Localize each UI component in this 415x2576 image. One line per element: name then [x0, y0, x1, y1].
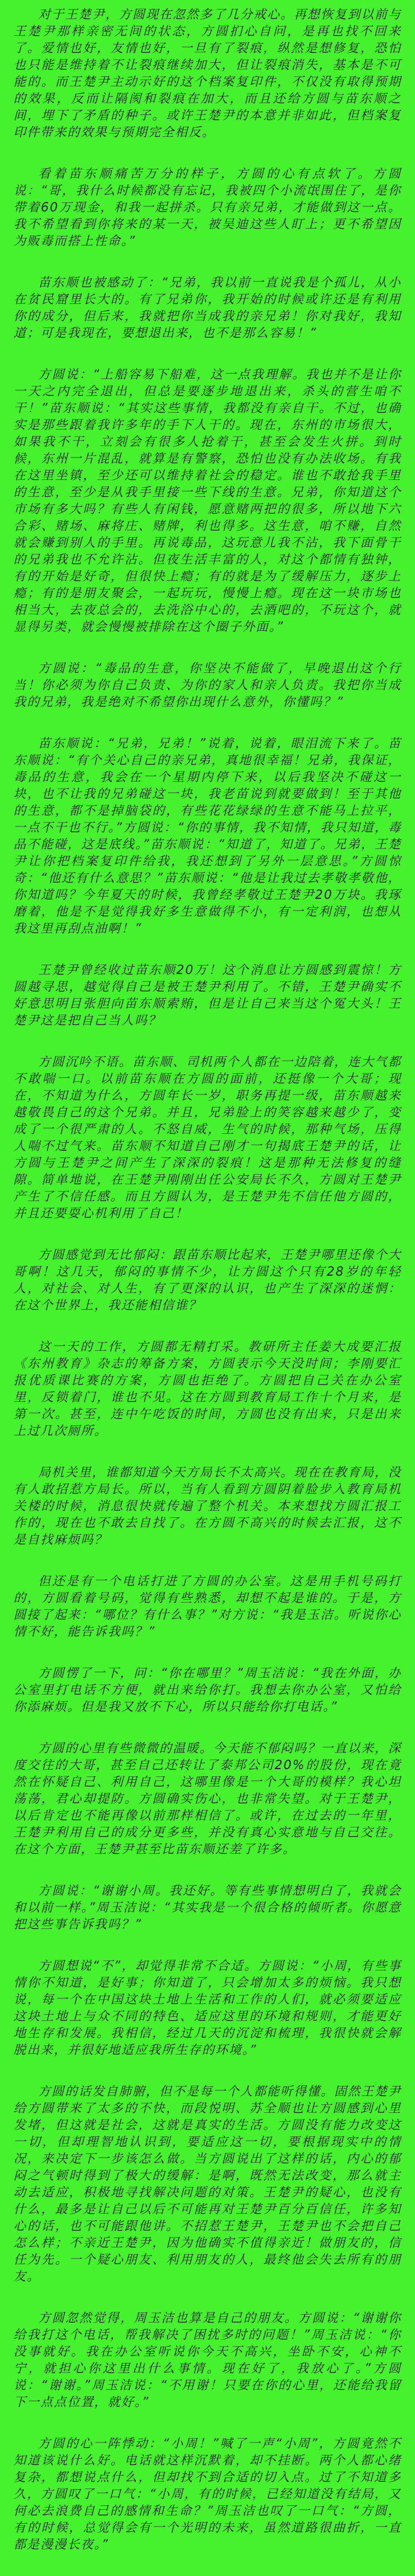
paragraph: 王楚尹曾经收过苗东顺20万！这个消息让方圆感到震惊！方圆越寻思，越觉得自己是被王楚尹利用了。不错，王楚尹确实不好意思明目张胆向苗东顺索贿，但是让自己来当这个冤大头！王楚尹这是把自己当人吗？: [13, 963, 402, 1028]
paragraph: 方圆愣了一下，问：“你在哪里？”周玉洁说：“我在外面，办公室里打电话不方便，就出来给你打。我想去你办公室，又怕给你添麻烦。但是我又放不下心，所以只能给你打电话。”: [13, 1666, 402, 1714]
paragraph: 方圆说：“毒品的生意，你坚决不能做了，早晚退出这个行当！你必须为你自己负责、为你的家人和亲人负责。我把你当成我的兄弟，我是绝对不希望你出现什么意外，你懂吗？”: [13, 662, 402, 709]
paragraph: 苗东顺说：“兄弟，兄弟！”说着，说着，眼泪流下来了。苗东顺说：“有个关心自己的亲兄弟，真地很幸福！兄弟，我保证，毒品的生意，我会在一个星期内停下来，以后我坚决不碰这一块，也不让我的兄弟碰这一块，我老苗说到就要做到！至于其他的生意，都不是掉脑袋的，有些花花绿绿的生意不能马上拉平，一点不干也不行。”方圆说：“你的事情，我不知情，我只知道，毒品不能碰，这是底线。”苗东顺说：“知道了，知道了。兄弟，王楚尹让你把档案复印件给我，我还想到了另外一层意思。”方圆惊奇：“他还有什么意思？”苗东顺说：“他是让我过去孝敬孝敬他，你知道吗？今年夏天的时候，我曾经孝敬过王楚尹20万块。我琢磨着，他是不是觉得我好多生意做得不小，有一定利润，也想从我这里再刮点油啊！”: [13, 737, 402, 936]
paragraph: 方圆说：“上船容易下船难，这一点我理解。我也并不是让你一天之内完全退出，但总是要逐步地退出来，杀头的营生咱不干！”苗东顺说：“其实这些事情，我都没有亲自干。不过，也确实是那些跟着我许多年的手下人干的。现在，东州的市场很大，如果我不干，立刻会有很多人抢着干，甚至会发生火拼。到时候，东州一片混乱，就算是有警察，恐怕也没有办法收场。有我在这里坐镇，至少还可以维持着社会的稳定。谁也不敢抢我手里的生意，至少是从我手里接一些下线的生意。兄弟，你知道这个市场有多大吗？有些人有闲钱，愿意赌两把的很多，所以地下六合彩、赌场、麻将庄、赌牌，利也得多。这生意，咱不赚，自然就会赚到别人的手里。再说毒品，这玩意儿我不沾，我下面骨干的兄弟我也不允许沾。但夜生活丰富的人，对这个都情有独钟，有的开始是好奇，但很快上瘾；有的就是为了缓解压力，逐步上瘾；有的是朋友聚会，一起玩玩，慢慢上瘾。现在这一块市场也相当大，去夜总会的，去洗浴中心的，去酒吧的，不玩这个，就显得另类，就会慢慢被排除在这个圈子外面。”: [13, 368, 402, 634]
paragraph: 方圆的话发自肺腑，但不是每一个人都能听得懂。固然王楚尹给方圆带来了太多的不快，而段悦明、苏全顺也让方圆感到心里发堵，但这就是社会，这就是真实的生活。方圆没有能力改变这一切，但却理智地认识到，要适应这一切，要根据现实中的情况，来决定下一步该怎么做。当方圆说出了这样的话，内心的郁闷之气顿时得到了极大的缓解：是啊，既然无法改变，那么就主动去适应，积极地寻找解决问题的对策。王楚尹的疑心，也没有什么，最多是让自己以后不可能再对王楚尹百分百信任，许多知心的话，也不可能跟他讲。不招惹王楚尹，王楚尹也不会把自己怎么样；不亲近王楚尹，因为他确实不值得亲近！做朋友的，信任为先。一个疑心朋友、利用朋友的人，最终他会失去所有的朋友。: [13, 2085, 402, 2284]
paragraph: 对于王楚尹，方圆现在忽然多了几分戒心。再想恢复到以前与王楚尹那样亲密无间的状态，方圆扪心自问，是再也找不回来了。爱情也好，友情也好，一旦有了裂痕，纵然是想修复，恐怕也只能是维持着不让裂痕继续加大，但让裂痕消失，基本是不可能的。而王楚尹主动示好的这个档案复印件，不仅没有取得预期的效果，反而让隔阂和裂痕在加大，而且还给方圆与苗东顺之间，埋下了矛盾的种子。或许王楚尹的本意并非如此，但档案复印件带来的效果与预期完全相反。: [13, 8, 402, 140]
paragraph: 看着苗东顺痛苦万分的样子，方圆的心有点软了。方圆说：“哥，我什么时候都没有忘记，我被四个小流氓围住了，是你带着60万现金，和我一起拼杀。只有亲兄弟，才能做到这一点。我不希望看到你将来的某一天，被吴迪这些人盯上；更不希望因为贩毒而搭上性命。”: [13, 167, 402, 248]
paragraph: 方圆沉吟不语。苗东顺、司机两个人都在一边陪着，连大气都不敢喘一口。以前苗东顺在方圆的面前，还挺像一个大哥；现在，不知道为什么，方圆年长一岁，职务再提一级，苗东顺越来越敬畏自己的这个兄弟。并且，兄弟脸上的笑容越来越少了，变成了一个很严肃的人。不怒自威，生气的时候，那种气场，压得人喘不过气来。苗东顺不知道自己刚才一句揭底王楚尹的话，让方圆与王楚尹之间产生了深深的裂痕！这是那种无法修复的缝隙。简单地说，在王楚尹刚刚出任公安局长不久，方圆对王楚尹产生了不信任感。而且方圆认为，是王楚尹先不信任他方圆的，并且还要耍心机利用了自己！: [13, 1055, 402, 1221]
paragraph: 方圆的心里有些微微的温暖。今天能不郁闷吗？一直以来，深度交往的大哥，甚至自己还转让了泰邦公司20%的股份，现在竟然在怀疑自己、利用自己，这哪里像是一个大哥的模样？我心坦荡荡，君心却提防。方圆确实伤心，也非常失望。对于王楚尹，以后肯定也不能再像以前那样相信了。或许，在过去的一年里，王楚尹利用自己的成分更多些，并没有真心实意地与自己交往。在这个方面，王楚尹甚至比苗东顺还差了许多。: [13, 1742, 402, 1857]
paragraph: 局机关里，谁都知道今天方局长不太高兴。现在在教育局，没有人敢招惹方局长。所以，当有人看到方圆阴着脸步入教育局机关楼的时候，消息很快就传遍了整个机关。本来想找方圆汇报工作的，现在也不敢去自找了。在方圆不高兴的时候去汇报，这不是自找麻烦吗？: [13, 1466, 402, 1547]
paragraph: 苗东顺也被感动了：“兄弟，我以前一直说我是个孤儿，从小在贫民窟里长大的。有了兄弟你，我开始的时候或许还是有利用你的成分，但后来，我就把你当成我的亲兄弟！你对我好，我知道；可是我现在，要想退出来，也不是那么容易！”: [13, 276, 402, 340]
paragraph: 方圆说：“谢谢小周。我还好。等有些事情想明白了，我就会和以前一样。”周玉洁说：“其实我是一个很合格的倾听者。你愿意把这些事告诉我吗？”: [13, 1884, 402, 1932]
paragraph: 方圆想说“不”，却觉得非常不合适。方圆说：“小周，有些事情你不知道，是好事；你知道了，只会增加太多的烦恼。我只想说，每一个在中国这块土地上生活和工作的人们，就必须要适应这块土地上与众不同的特色、适应这里的环境和规则，才能更好地生存和发展。我相信，经过几天的沉淀和梳理，我很快就会解脱出来，并很好地适应我所生存的环境。”: [13, 1959, 402, 2057]
novel-text: [13, 7, 402, 2554]
paragraph: 方圆忽然觉得，周玉洁也算是自己的朋友。方圆说：“谢谢你给我打这个电话，帮我解决了困扰多时的问题！”周玉洁说：“你没事就好。我在办公室听说你今天不高兴，坐卧不安，心神不宁，就担心你这里出什么事情。现在好了，我放心了。”方圆说：“谢谢。”周玉洁说：“不用谢！只要在你的心里，还能给我留下一点点位置，就好。”: [13, 2311, 402, 2409]
paragraph: 方圆的心一阵悸动：“小周！”喊了一声“小周”，方圆竟然不知道该说什么好。电话就这样沉默着，却不挂断。两个人都心绪复杂，都想说点什么，但却找不到合适的切入点。过了不知道多久，方圆叹了一口气：“小周，有的时候，已经知道没有结局，又何必去浪费自己的感情和生命？”周玉洁也叹了一口气：“方圆，有的时候，总觉得会有一个光明的未来，虽然道路很曲折，一直都是漫漫长夜。”: [13, 2437, 402, 2552]
paragraph: 这一天的工作，方圆都无精打采。教研所主任姜大成要汇报《东州教育》杂志的筹备方案，方圆表示今天没时间；李刚要汇报优质课比赛的方案，方圆也拒绝了。方圆把自己关在办公室里，反锁着门，谁也不见。这在方圆到教育局工作十个月来，是第一次。甚至，连中午吃饭的时间，方圆也没有出来，只是出来上过几次厕所。: [13, 1340, 402, 1438]
paragraph: 但还是有一个电话打进了方圆的办公室。这是用手机号码打的，方圆看着号码，觉得有些熟悉，却想不起是谁的。于是，方圆接了起来：“哪位？有什么事？”对方说：“我是玉洁。听说你心情不好，能告诉我吗？”: [13, 1575, 402, 1639]
paragraph: 方圆感觉到无比郁闷：跟苗东顺比起来，王楚尹哪里还像个大哥啊！这几天，郁闷的事情不少，让方圆这个只有28岁的年轻人，对社会、对人生，有了更深的认识，也产生了深深的迷惘：在这个世界上，我还能相信谁？: [13, 1248, 402, 1313]
